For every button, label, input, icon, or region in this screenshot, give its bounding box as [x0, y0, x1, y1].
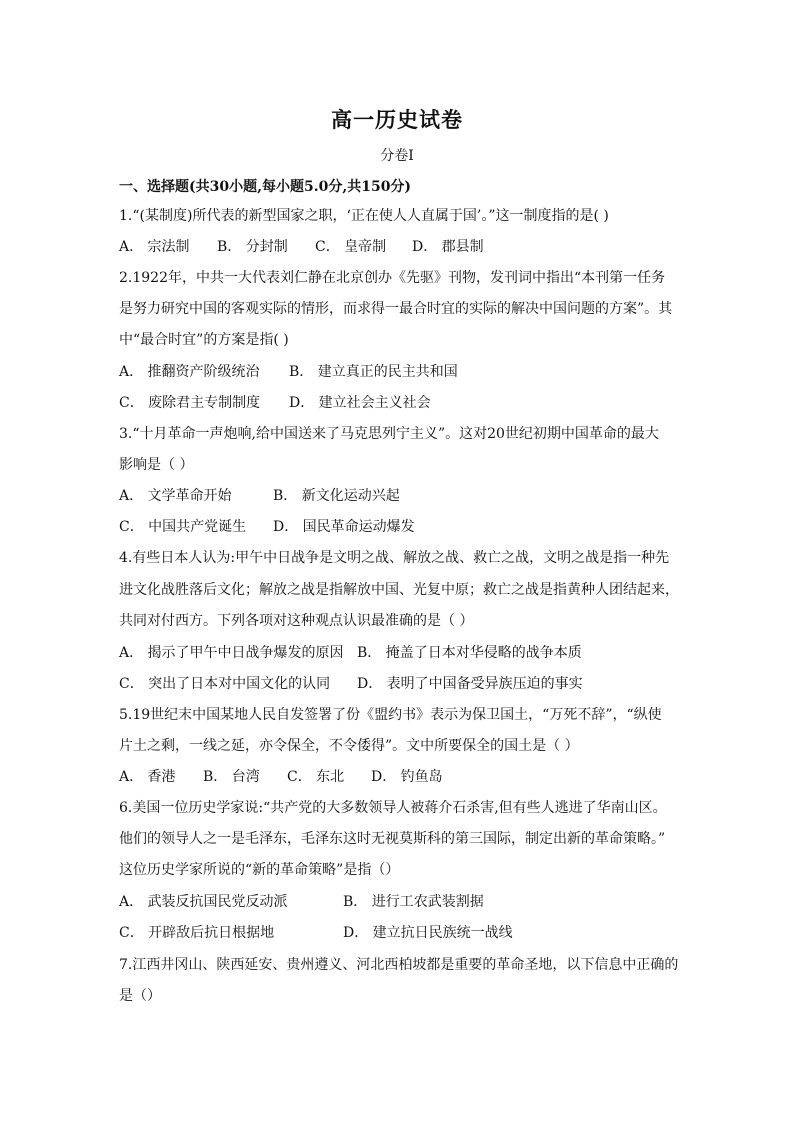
question-2-text: 中“最合时宜”的方案是指( ) — [119, 332, 289, 348]
question-1-option-d: D． 郡县制 — [412, 239, 484, 255]
question-7-text: 7.江西井冈山、陕西延安、贵州遵义、河北西柏坡都是重要的革命圣地，以下信息中正确的 — [119, 957, 679, 973]
question-1-text: 1.“(某制度)所代表的新型国家之职，‘正在使人人直属于国’。”这一制度指的是( ) — [119, 208, 609, 224]
question-6-option-d: D． 建立抗日民族统一战线 — [343, 925, 513, 941]
question-3-option-a: A． 文学革命开始 — [119, 488, 232, 504]
question-5-option-d: D． 钓鱼岛 — [371, 769, 443, 785]
section-heading: 一、选择题(共30小题,每小题5.0分,共150分) — [119, 179, 412, 195]
question-4-option-c: C． 突出了日本对中国文化的认同 — [119, 676, 331, 692]
question-4-option-b: B． 掩盖了日本对华侵略的战争本质 — [357, 645, 582, 661]
question-6-text: 这位历史学家所说的“新的革命策略”是指（） — [119, 862, 400, 878]
question-4-text: 共同对付西方。下列各项对这种观点认识最准确的是（ ） — [119, 613, 474, 629]
question-6-option-b: B． 进行工农武装割据 — [343, 894, 484, 910]
question-2-option-b: B． 建立真正的民主共和国 — [289, 364, 458, 380]
page-subtitle: 分卷I — [380, 148, 414, 164]
question-4-text: 4.有些日本人认为:甲午中日战争是文明之战、解放之战、救亡之战，文明之战是指一种先 — [119, 550, 670, 566]
question-6-text: 他们的领导人之一是毛泽东，毛泽东这时无视莫斯科的第三国际，制定出新的革命策略。” — [119, 831, 666, 847]
question-2-option-d: D． 建立社会主义社会 — [289, 395, 431, 411]
question-2-text: 2.1922年，中共一大代表刘仁静在北京创办《先驱》刊物，发刊词中指出“本刊第一任务 — [119, 270, 666, 286]
question-7-text: 是（） — [119, 988, 161, 1004]
question-2-text: 是努力研究中国的客观实际的情形，而求得一最合时宜的实际的解决中国问题的方案”。其 — [119, 301, 673, 317]
question-3-option-b: B． 新文化运动兴起 — [273, 488, 400, 504]
question-6-text: 6.美国一位历史学家说:“共产党的大多数领导人被蒋介石杀害,但有些人逃进了华南山区。 — [119, 800, 667, 816]
question-2-option-a: A． 推翻资产阶级统治 — [119, 364, 260, 380]
question-4-text: 进文化战胜落后文化；解放之战是指解放中国、光复中原；救亡之战是指黄种人团结起来， — [119, 582, 679, 598]
question-3-text: 影响是（ ） — [119, 457, 194, 473]
page-title: 高一历史试卷 — [331, 107, 463, 132]
question-1-option-c: C． 皇帝制 — [315, 239, 387, 255]
question-3-option-c: C． 中国共产党诞生 — [119, 519, 247, 535]
question-3-option-d: D． 国民革命运动爆发 — [273, 519, 415, 535]
question-6-option-c: C． 开辟敌后抗日根据地 — [119, 925, 275, 941]
question-5-option-b: B． 台湾 — [203, 769, 260, 785]
question-4-option-a: A． 揭示了甲午中日战争爆发的原因 — [119, 645, 344, 661]
question-3-text: 3.“十月革命一声炮响,给中国送来了马克思列宁主义”。这对20世纪初期中国革命的最大 — [119, 426, 659, 442]
question-4-option-d: D． 表明了中国备受异族压迫的事实 — [357, 676, 583, 692]
question-1-option-b: B． 分封制 — [217, 239, 288, 255]
question-1-option-a: A． 宗法制 — [119, 239, 190, 255]
question-5-text: 5.19世纪末中国某地人民自发签署了份《盟约书》表示为保卫国土，“万死不辞”，“纵使 — [119, 707, 662, 723]
question-5-text: 片土之剩，一线之延，亦令保全，不令倭得”。文中所要保全的国土是（ ） — [119, 738, 579, 754]
question-6-option-a: A． 武装反抗国民党反动派 — [119, 894, 288, 910]
question-5-option-a: A． 香港 — [119, 769, 176, 785]
question-2-option-c: C． 废除君主专制制度 — [119, 395, 261, 411]
question-5-option-c: C． 东北 — [287, 769, 345, 785]
